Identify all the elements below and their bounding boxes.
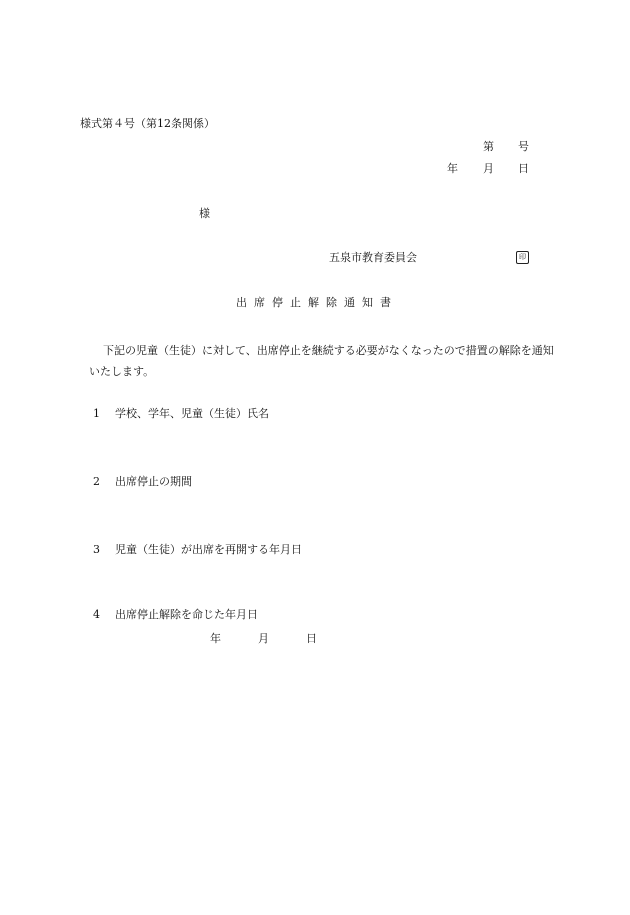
item-number: 3 [93, 543, 100, 556]
item-label: 出席停止の期間 [115, 475, 192, 488]
item-suspension-period [93, 475, 192, 489]
document-number-suffix: 号 [518, 140, 529, 153]
addressee-honorific: 様 [199, 207, 210, 220]
form-number: 様式第４号（第12条関係） [80, 117, 215, 130]
release-date-month: 月 [258, 632, 269, 645]
item-release-order-date [93, 608, 258, 622]
seal-mark: 印 [516, 251, 529, 264]
release-date-day: 日 [306, 632, 317, 645]
item-label: 出席停止解除を命じた年月日 [115, 608, 258, 621]
issuer-name: 五泉市教育委員会 [329, 251, 417, 264]
item-resume-date [93, 543, 302, 557]
item-number: 2 [93, 475, 100, 488]
release-date-year: 年 [210, 632, 221, 645]
item-label: 児童（生徒）が出席を再開する年月日 [115, 543, 302, 556]
item-number: 1 [93, 407, 100, 420]
item-label: 学校、学年、児童（生徒）氏名 [115, 407, 269, 420]
body-paragraph: 下記の児童（生徒）に対して、出席停止を継続する必要がなくなったので措置の解除を通知いたします。 [89, 344, 554, 378]
document-number-prefix: 第 [483, 140, 494, 153]
item-school-grade-name [93, 407, 269, 421]
issue-date-day: 日 [518, 162, 529, 175]
item-number: 4 [93, 608, 100, 621]
issue-date-month: 月 [483, 162, 494, 175]
document-title: 出席停止解除通知書 [236, 296, 398, 309]
issue-date-year: 年 [447, 162, 458, 175]
